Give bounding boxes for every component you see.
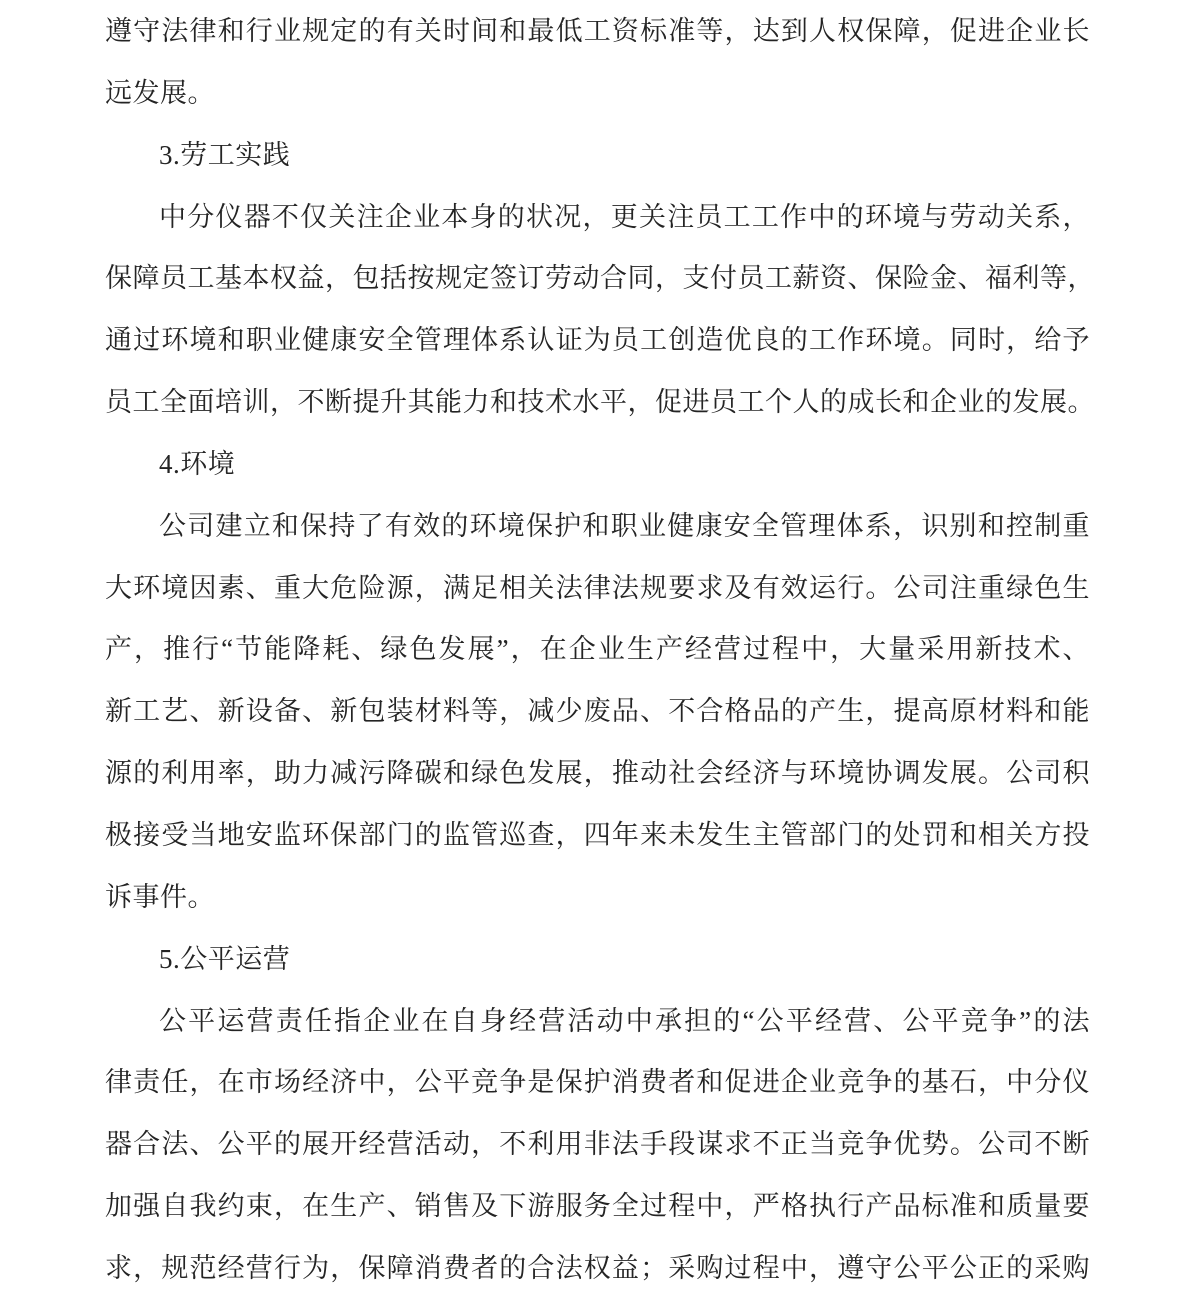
section-heading: 4.环境 [159,448,236,479]
section-heading: 5.公平运营 [159,943,291,974]
text-line: 求，规范经营行为，保障消费者的合法权益；采购过程中，遵守公平公正的采购 [105,1252,1090,1283]
text-line: 员工全面培训，不断提升其能力和技术水平，促进员工个人的成长和企业的发展。 [105,387,1095,418]
text-line: 加强自我约束，在生产、销售及下游服务全过程中，严格执行产品标准和质量要 [105,1191,1090,1222]
text-line: 源的利用率，助力减污降碳和绿色发展，推动社会经济与环境协调发展。公司积 [105,758,1090,789]
text-line: 远发展。 [105,77,215,108]
text-line: 公司建立和保持了有效的环境保护和职业健康安全管理体系，识别和控制重 [159,510,1090,541]
text-line: 律责任，在市场经济中，公平竞争是保护消费者和促进企业竞争的基石，中分仪 [105,1067,1090,1098]
text-line: 大环境因素、重大危险源，满足相关法律法规要求及有效运行。公司注重绿色生 [105,572,1090,603]
section-heading: 3.劳工实践 [159,139,291,170]
text-line: 中分仪器不仅关注企业本身的状况，更关注员工工作中的环境与劳动关系， [159,201,1090,232]
text-line: 器合法、公平的展开经营活动，不利用非法手段谋求不正当竞争优势。公司不断 [105,1129,1090,1160]
text-line: 诉事件。 [105,881,215,912]
text-line: 遵守法律和行业规定的有关时间和最低工资标准等，达到人权保障，促进企业长 [105,16,1090,46]
text-line: 产，推行“节能降耗、绿色发展”，在企业生产经营过程中，大量采用新技术、 [105,634,1090,665]
text-line: 通过环境和职业健康安全管理体系认证为员工创造优良的工作环境。同时，给予 [105,325,1090,356]
text-line: 极接受当地安监环保部门的监管巡查，四年来未发生主管部门的处罚和相关方投 [105,819,1090,850]
text-line: 保障员工基本权益，包括按规定签订劳动合同，支付员工薪资、保险金、福利等， [105,263,1095,294]
text-line: 新工艺、新设备、新包装材料等，减少废品、不合格品的产生，提高原材料和能 [105,696,1090,727]
text-line: 公平运营责任指企业在自身经营活动中承担的“公平经营、公平竞争”的法 [159,1005,1090,1036]
